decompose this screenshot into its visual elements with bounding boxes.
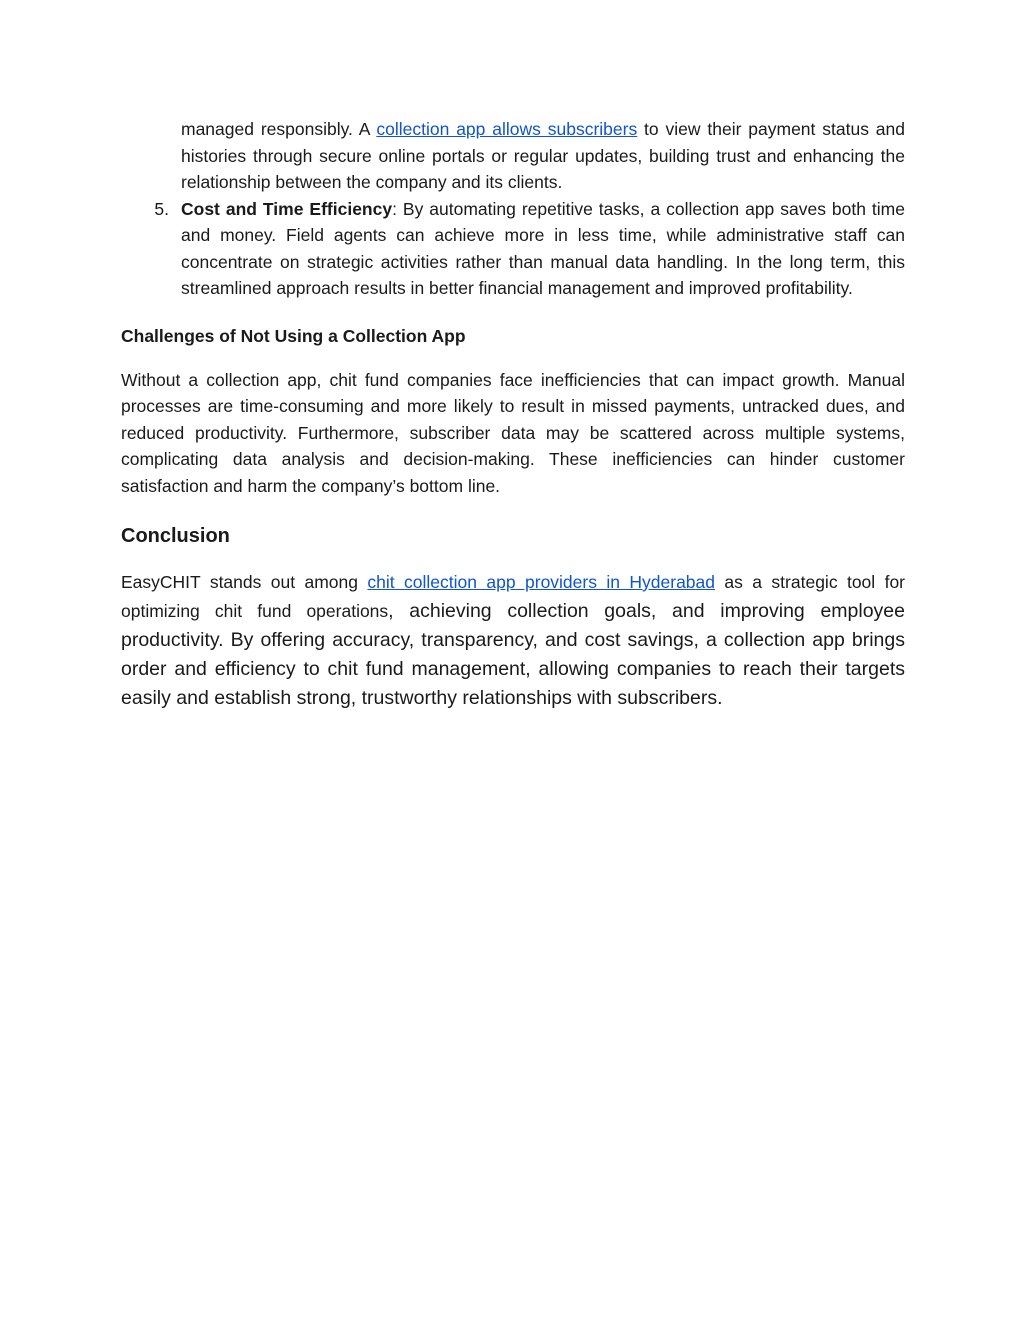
list-item-5-text	[181, 196, 905, 302]
conclusion-heading: Conclusion	[121, 525, 230, 547]
conclusion-text-before: EasyCHIT stands out among	[121, 572, 368, 592]
list-item-5-title: Cost and Time Efficiency	[181, 198, 393, 219]
challenges-paragraph: Without a collection app, chit fund companies face inefficiencies that can impact growth. Manual processes are time-consuming and more likely to result in missed payments, untracked dues, and reduced productivity. Furthermore, subscriber data may be scattered across multiple systems, complicating data analysis and decision-making. These inefficiencies can hinder customer satisfaction and harm the company’s bottom line.	[121, 369, 905, 496]
continuation-text-after: to view their payment status and histories through secure online portals or regular updates, building trust and enhancing the relationship between the company and its clients.	[181, 119, 905, 192]
challenges-heading: Challenges of Not Using a Collection App	[121, 325, 466, 346]
collection-app-link[interactable]: collection app allows subscribers	[376, 119, 638, 139]
conclusion-paragraph	[121, 568, 905, 713]
conclusion-text-after: , achieving collection goals, and improving employee productivity. By offering accuracy, transparency, and cost savings, a collection app brings order and efficiency to chit fund management, allowing companies to reach their targets easily and establish strong, trustworthy relationships with subscribers.	[121, 600, 905, 709]
document-page	[121, 116, 905, 713]
list-item-number: 5.	[154, 198, 169, 219]
list-item-5	[121, 196, 905, 302]
list-item-5-body: : By automating repetitive tasks, a collection app saves both time and money. Field agents can achieve more in less time, while administrative staff can concentrate on strategic activities rather than manual data handling. In the long term, this streamlined approach results in better financial management and improved profitability.	[181, 198, 905, 298]
conclusion-text-mid: as a strategic tool for optimizing chit fund operations	[121, 572, 906, 621]
continuation-text-before: managed responsibly. A	[181, 119, 377, 139]
chit-collection-providers-link[interactable]: chit collection app providers in Hyderabad	[367, 572, 716, 592]
list-item-4-continuation	[121, 116, 905, 196]
